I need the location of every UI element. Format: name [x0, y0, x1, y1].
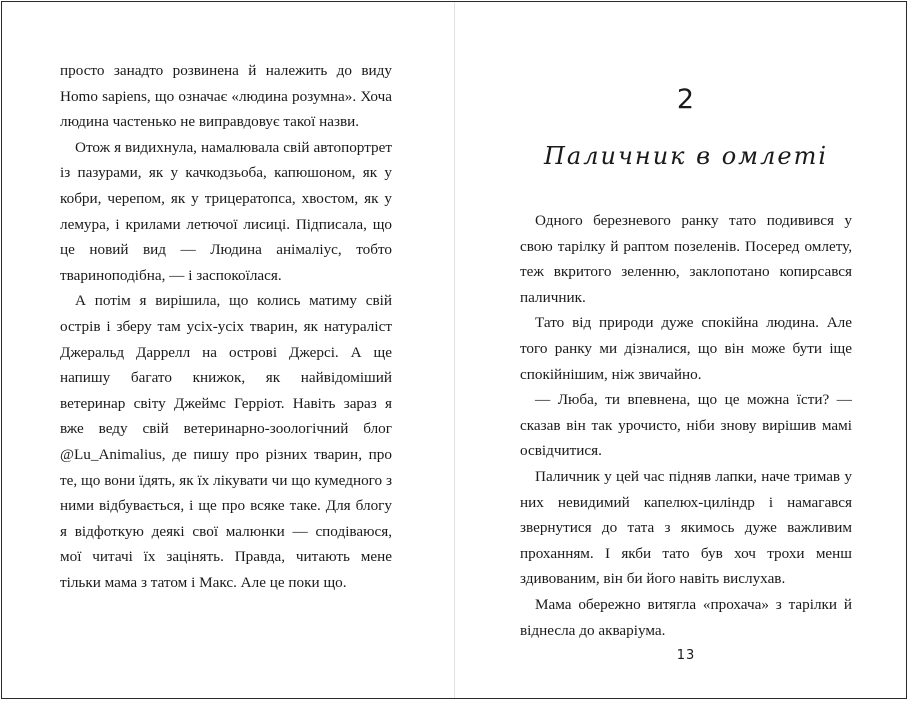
page-gutter [454, 2, 455, 698]
right-page-body [520, 208, 852, 643]
right-paragraph-4: Паличник у цей час підняв лапки, наче тримав у них невидимий капелюх-циліндр і намагався звернутися до тата з якимось дуже важливим проханням. І якби тато був хоч трохи менш здивованим, він би його навіть вислухав. [520, 467, 852, 588]
page-number: 13 [676, 648, 696, 663]
chapter-title: Паличник в омлеті [544, 142, 828, 170]
right-paragraph-3: — Люба, ти впевнена, що це можна їсти? — сказав він так урочисто, ніби знову вирішив мамі освідчитися. [520, 391, 852, 460]
right-paragraph-1: Одного березневого ранку тато подивився у свою тарілку й раптом позеленів. Посеред омлету, теж вкритого зеленню, заклопотано копирсався паличник. [520, 212, 852, 306]
right-paragraph-5: Мама обережно витягла «прохача» з тарілки й віднесла до акваріума. [520, 595, 852, 639]
right-paragraph-2: Тато від природи дуже спокійна людина. Але того ранку ми дізналися, що він може бути іще спокійнішим, ніж звичайно. [520, 314, 852, 383]
book-spread [1, 1, 907, 699]
chapter-number: 2 [676, 84, 696, 115]
left-paragraph-2: Отож я видихнула, намалювала свій автопортрет із пазурами, як у качкодзьоба, капюшоном, як у кобри, черепом, як у трицератопса, хвостом, як у лемура, і крилами летючої лисиці. Підписала, що це новий вид — Людина анімаліус, тобто твариноподібна, — і заспокоїлася. [60, 138, 392, 284]
left-paragraph-1: просто занадто розвинена й належить до виду Homo sapiens, що означає «людина розумна». Хоча людина частенько не виправдовує такої назви. [60, 62, 392, 131]
left-paragraph-3: А потім я вирішила, що колись матиму свій острів і зберу там усіх-усіх тварин, як натураліст Джеральд Даррелл на острові Джерсі. А ще напишу багато книжок, як найвідоміший ветеринар світу Джеймс Герріот. Навіть зараз я вже веду свій ветеринарно-зоологічний блог @Lu_Animalius, де пишу про різних тварин, про те, що вони їдять, як їх лікувати чи що кумедного з ними відбувається, і ще про всяке таке. Для блогу я відфоткую деякі свої малюнки — сподіваюся, мої читачі їх зацінять. Правда, читають мене тільки мама з татом і Макс. Але це поки що. [60, 292, 392, 591]
left-page [60, 58, 392, 595]
right-page [520, 2, 852, 700]
